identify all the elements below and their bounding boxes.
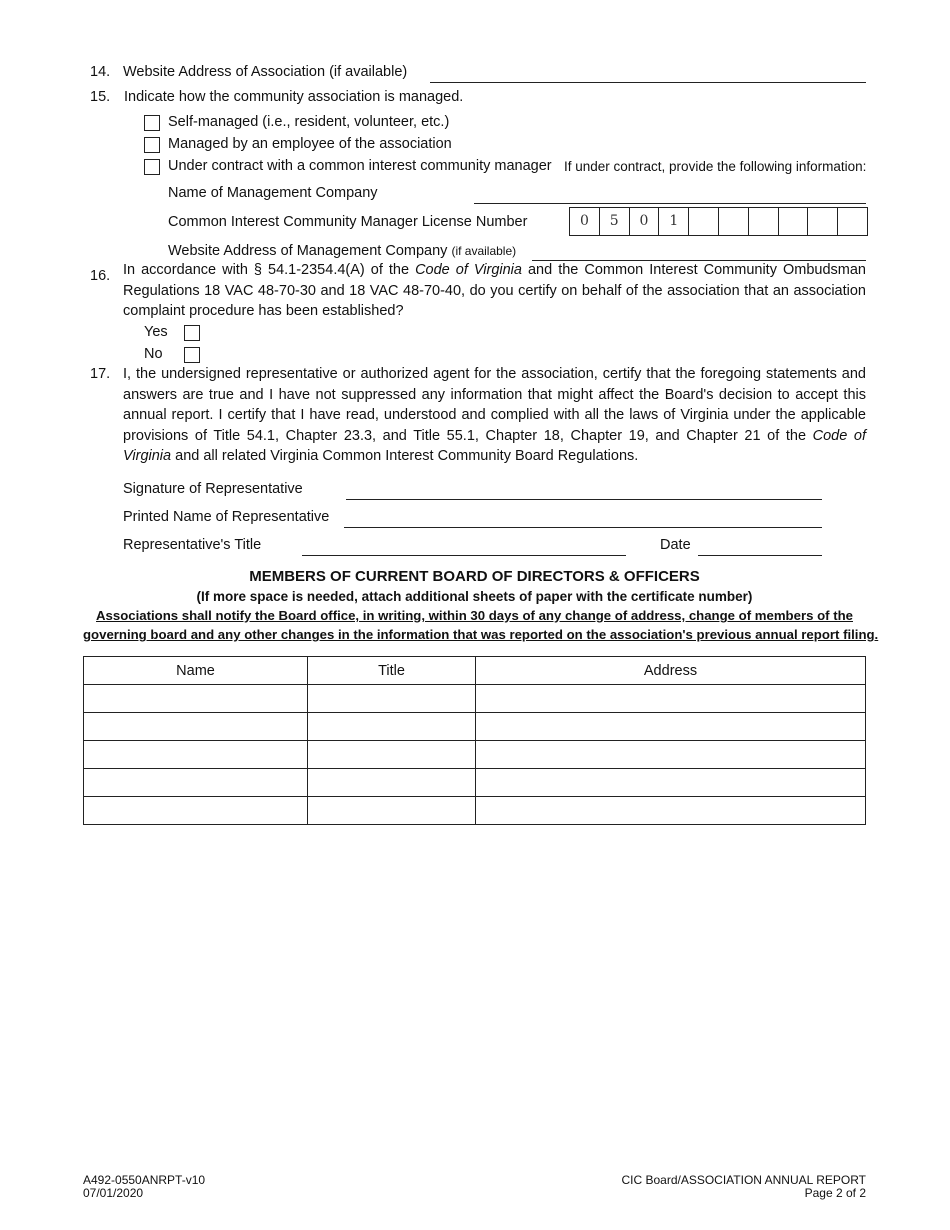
management-company-field[interactable] xyxy=(474,203,866,204)
q17-code-ref: Code of Virginia xyxy=(123,427,866,464)
license-digit[interactable]: 1 xyxy=(659,208,689,235)
contract-note: If under contract, provide the following information: xyxy=(564,159,867,174)
q16-number: 16. xyxy=(90,268,111,284)
name-cell[interactable] xyxy=(84,769,308,797)
table-row xyxy=(84,741,866,769)
license-number-boxes[interactable] xyxy=(569,207,868,236)
management-website-suffix: (if available) xyxy=(451,244,517,258)
management-website-label-wrap xyxy=(168,243,516,259)
printed-name-field[interactable] xyxy=(344,527,822,528)
yes-label: Yes xyxy=(144,324,168,340)
address-cell[interactable] xyxy=(476,741,866,769)
yes-checkbox[interactable] xyxy=(184,325,200,341)
title-cell[interactable] xyxy=(308,769,476,797)
license-digit[interactable]: 0 xyxy=(630,208,660,235)
management-company-label: Name of Management Company xyxy=(168,185,378,201)
name-cell[interactable] xyxy=(84,741,308,769)
signature-label: Signature of Representative xyxy=(123,481,303,497)
representative-title-label: Representative's Title xyxy=(123,537,262,553)
board-note: (If more space is needed, attach additional sheets of paper with the certificate number) xyxy=(196,589,753,604)
signature-field[interactable] xyxy=(346,499,822,500)
representative-title-field[interactable] xyxy=(302,555,626,556)
table-row xyxy=(84,685,866,713)
license-digit[interactable] xyxy=(808,208,838,235)
management-website-label: Website Address of Management Company xyxy=(168,243,448,259)
q17-text-a: I, the undersigned representative or authorized agent for the association, certify that the foregoing statements and answers are true and I have not suppressed any information that might affect the Board's decision to accept this annual report. I certify that I have read, understood and complied with all the laws of Virginia under the applicable provisions of Title 54.1, Chapter 23.3, and Title 55.1, Chapter 18, Chapter 19, and Chapter 21 of the xyxy=(123,366,866,444)
footer-right xyxy=(621,1174,866,1200)
q14-number: 14. xyxy=(90,64,111,80)
license-digit[interactable] xyxy=(779,208,809,235)
license-digit[interactable] xyxy=(749,208,779,235)
association-website-field[interactable] xyxy=(430,82,866,83)
no-checkbox[interactable] xyxy=(184,347,200,363)
board-notice-line1: Associations shall notify the Board office, in writing, within 30 days of any change of address, change of members of the xyxy=(96,608,853,623)
contract-managed-checkbox[interactable] xyxy=(144,159,160,175)
form-date: 07/01/2020 xyxy=(83,1186,144,1200)
name-cell[interactable] xyxy=(84,685,308,713)
self-managed-label: Self-managed (i.e., resident, volunteer, etc.) xyxy=(168,114,450,130)
board-heading: MEMBERS OF CURRENT BOARD OF DIRECTORS & OFFICERS xyxy=(249,568,700,585)
q15-number: 15. xyxy=(90,89,111,105)
license-digit[interactable] xyxy=(719,208,749,235)
title-cell[interactable] xyxy=(308,685,476,713)
q16-text-a: In accordance with § 54.1-2354.4(A) of the xyxy=(123,262,416,278)
footer-left xyxy=(83,1174,205,1200)
name-column-header: Name xyxy=(84,657,308,685)
title-cell[interactable] xyxy=(308,797,476,825)
license-digit[interactable]: 0 xyxy=(570,208,600,235)
address-cell[interactable] xyxy=(476,713,866,741)
report-title: CIC Board/ASSOCIATION ANNUAL REPORT xyxy=(621,1173,866,1187)
q17-text xyxy=(123,364,866,467)
self-managed-checkbox[interactable] xyxy=(144,115,160,131)
printed-name-label: Printed Name of Representative xyxy=(123,509,330,525)
board-notice-line2: governing board and any other changes in the information that was reported on the association's previous annual report filing. xyxy=(83,627,879,642)
no-label: No xyxy=(144,346,163,362)
q15-label: Indicate how the community association is managed. xyxy=(124,89,464,105)
q16-text-b: and the Common Interest Community Ombudsman Regulations 18 VAC 48-70-30 and 18 VAC 48-70-40, do you certify on behalf of the association that an association complaint procedure has been established? xyxy=(123,262,866,319)
page-number: Page 2 of 2 xyxy=(804,1186,866,1200)
license-digit[interactable]: 5 xyxy=(600,208,630,235)
license-number-label: Common Interest Community Manager License Number xyxy=(168,214,528,230)
table-row xyxy=(84,769,866,797)
table-row xyxy=(84,713,866,741)
date-label: Date xyxy=(660,537,691,553)
title-cell[interactable] xyxy=(308,713,476,741)
employee-managed-checkbox[interactable] xyxy=(144,137,160,153)
q16-text xyxy=(123,260,866,322)
address-cell[interactable] xyxy=(476,797,866,825)
address-cell[interactable] xyxy=(476,769,866,797)
address-column-header: Address xyxy=(476,657,866,685)
title-column-header: Title xyxy=(308,657,476,685)
q16-code-ref: Code of Virginia xyxy=(415,262,522,278)
q14-label: Website Address of Association (if available) xyxy=(123,64,408,80)
q17-text-b: and all related Virginia Common Interest Community Board Regulations. xyxy=(171,448,639,464)
employee-managed-label: Managed by an employee of the association xyxy=(168,136,452,152)
title-cell[interactable] xyxy=(308,741,476,769)
license-digit[interactable] xyxy=(838,208,867,235)
license-digit[interactable] xyxy=(689,208,719,235)
q17-number: 17. xyxy=(90,366,111,382)
address-cell[interactable] xyxy=(476,685,866,713)
name-cell[interactable] xyxy=(84,797,308,825)
contract-managed-label: Under contract with a common interest community manager xyxy=(168,158,552,174)
date-field[interactable] xyxy=(698,555,822,556)
board-members-table xyxy=(83,656,866,825)
name-cell[interactable] xyxy=(84,713,308,741)
form-id: A492-0550ANRPT-v10 xyxy=(83,1173,206,1187)
table-header-row xyxy=(84,657,866,685)
table-row xyxy=(84,797,866,825)
